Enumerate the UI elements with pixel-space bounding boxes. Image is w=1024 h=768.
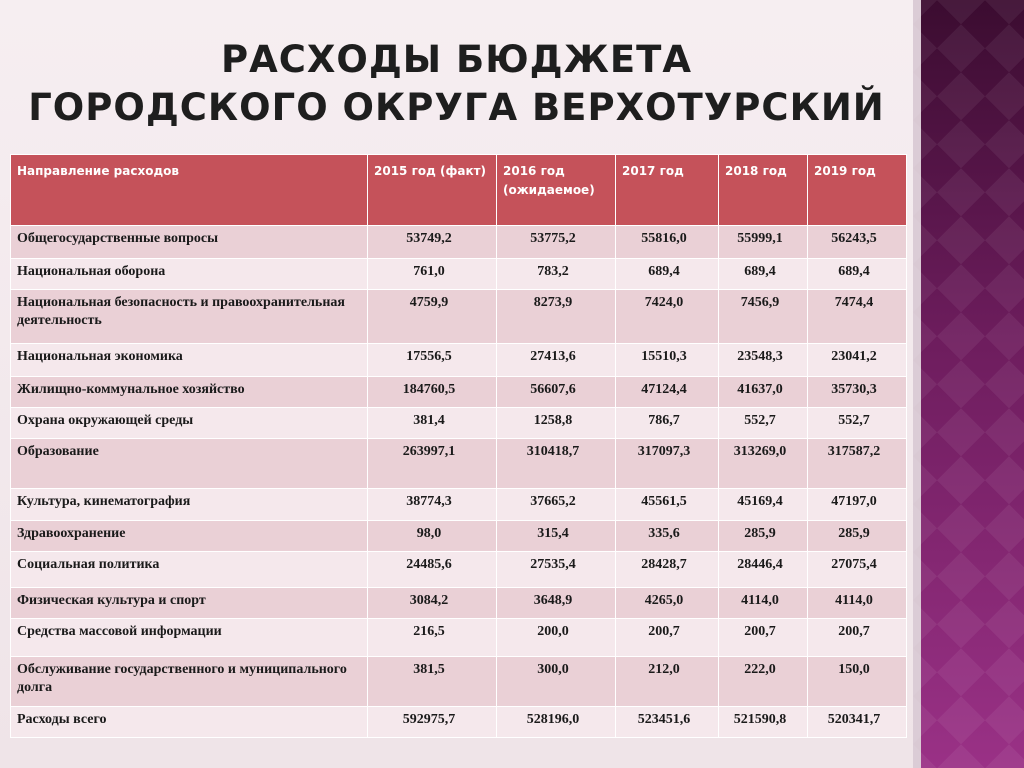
- row-value: 689,4: [719, 259, 808, 290]
- table-row: [11, 290, 907, 344]
- row-value: 285,9: [808, 521, 907, 552]
- row-value: 381,4: [368, 408, 497, 439]
- row-value: 212,0: [616, 657, 719, 707]
- row-value: 45561,5: [616, 489, 719, 521]
- row-value: 4114,0: [719, 588, 808, 619]
- row-value: 45169,4: [719, 489, 808, 521]
- row-value: 7474,4: [808, 290, 907, 344]
- header-2015: 2015 год (факт): [368, 155, 497, 226]
- row-value: 310418,7: [497, 439, 616, 489]
- row-label: Образование: [11, 439, 368, 489]
- slide-title: [0, 36, 913, 132]
- row-value: 8273,9: [497, 290, 616, 344]
- header-2019: 2019 год: [808, 155, 907, 226]
- decorative-side-panel: [913, 0, 1024, 768]
- header-2017: 2017 год: [616, 155, 719, 226]
- row-value: 4759,9: [368, 290, 497, 344]
- row-value: 23548,3: [719, 344, 808, 377]
- table-row: [11, 408, 907, 439]
- table-row: [11, 552, 907, 588]
- row-label: Общегосударственные вопросы: [11, 226, 368, 259]
- row-value: 24485,6: [368, 552, 497, 588]
- table-row: [11, 619, 907, 657]
- header-direction: Направление расходов: [11, 155, 368, 226]
- row-value: 98,0: [368, 521, 497, 552]
- table-row: [11, 707, 907, 738]
- row-label: Охрана окружающей среды: [11, 408, 368, 439]
- header-2016: 2016 год (ожидаемое): [497, 155, 616, 226]
- row-value: 7456,9: [719, 290, 808, 344]
- row-value: 263997,1: [368, 439, 497, 489]
- row-value: 592975,7: [368, 707, 497, 738]
- budget-table: [10, 154, 907, 738]
- table-row: [11, 489, 907, 521]
- row-value: 552,7: [719, 408, 808, 439]
- row-value: 783,2: [497, 259, 616, 290]
- row-value: 381,5: [368, 657, 497, 707]
- row-value: 520341,7: [808, 707, 907, 738]
- row-value: 521590,8: [719, 707, 808, 738]
- row-value: 200,7: [719, 619, 808, 657]
- row-label: Средства массовой информации: [11, 619, 368, 657]
- table-header-row: [11, 155, 907, 226]
- table-row: [11, 377, 907, 408]
- row-value: 35730,3: [808, 377, 907, 408]
- row-label: Социальная политика: [11, 552, 368, 588]
- row-value: 56607,6: [497, 377, 616, 408]
- row-value: 27535,4: [497, 552, 616, 588]
- row-value: 300,0: [497, 657, 616, 707]
- row-label: Национальная экономика: [11, 344, 368, 377]
- row-label: Обслуживание государственного и муниципального долга: [11, 657, 368, 707]
- row-value: 216,5: [368, 619, 497, 657]
- table-row: [11, 344, 907, 377]
- row-value: 4265,0: [616, 588, 719, 619]
- row-value: 689,4: [808, 259, 907, 290]
- row-label: Национальная безопасность и правоохранительная деятельность: [11, 290, 368, 344]
- row-label: Культура, кинематография: [11, 489, 368, 521]
- row-value: 315,4: [497, 521, 616, 552]
- row-value: 53775,2: [497, 226, 616, 259]
- row-value: 3084,2: [368, 588, 497, 619]
- row-value: 3648,9: [497, 588, 616, 619]
- table-row: [11, 439, 907, 489]
- table-row: [11, 588, 907, 619]
- row-label: Физическая культура и спорт: [11, 588, 368, 619]
- row-value: 689,4: [616, 259, 719, 290]
- row-value: 28446,4: [719, 552, 808, 588]
- row-label: Жилищно-коммунальное хозяйство: [11, 377, 368, 408]
- row-value: 38774,3: [368, 489, 497, 521]
- row-value: 28428,7: [616, 552, 719, 588]
- table-body: [11, 226, 907, 738]
- row-value: 528196,0: [497, 707, 616, 738]
- row-value: 222,0: [719, 657, 808, 707]
- table-row: [11, 521, 907, 552]
- row-value: 523451,6: [616, 707, 719, 738]
- row-value: 317097,3: [616, 439, 719, 489]
- row-value: 47124,4: [616, 377, 719, 408]
- row-value: 313269,0: [719, 439, 808, 489]
- row-value: 55999,1: [719, 226, 808, 259]
- row-value: 56243,5: [808, 226, 907, 259]
- row-value: 15510,3: [616, 344, 719, 377]
- row-label: Расходы всего: [11, 707, 368, 738]
- row-value: 4114,0: [808, 588, 907, 619]
- row-value: 200,7: [616, 619, 719, 657]
- row-value: 552,7: [808, 408, 907, 439]
- row-value: 17556,5: [368, 344, 497, 377]
- title-line-1: РАСХОДЫ БЮДЖЕТА: [220, 38, 693, 81]
- row-value: 317587,2: [808, 439, 907, 489]
- row-value: 200,0: [497, 619, 616, 657]
- row-value: 761,0: [368, 259, 497, 290]
- table-row: [11, 226, 907, 259]
- row-value: 27413,6: [497, 344, 616, 377]
- row-label: Здравоохранение: [11, 521, 368, 552]
- row-value: 184760,5: [368, 377, 497, 408]
- row-value: 7424,0: [616, 290, 719, 344]
- row-value: 335,6: [616, 521, 719, 552]
- table-row: [11, 657, 907, 707]
- row-value: 53749,2: [368, 226, 497, 259]
- title-line-2: ГОРОДСКОГО ОКРУГА ВЕРХОТУРСКИЙ: [28, 86, 885, 129]
- row-value: 150,0: [808, 657, 907, 707]
- row-value: 23041,2: [808, 344, 907, 377]
- row-value: 786,7: [616, 408, 719, 439]
- row-value: 1258,8: [497, 408, 616, 439]
- row-value: 285,9: [719, 521, 808, 552]
- row-label: Национальная оборона: [11, 259, 368, 290]
- row-value: 27075,4: [808, 552, 907, 588]
- table-row: [11, 259, 907, 290]
- row-value: 55816,0: [616, 226, 719, 259]
- row-value: 200,7: [808, 619, 907, 657]
- header-2018: 2018 год: [719, 155, 808, 226]
- row-value: 37665,2: [497, 489, 616, 521]
- row-value: 41637,0: [719, 377, 808, 408]
- row-value: 47197,0: [808, 489, 907, 521]
